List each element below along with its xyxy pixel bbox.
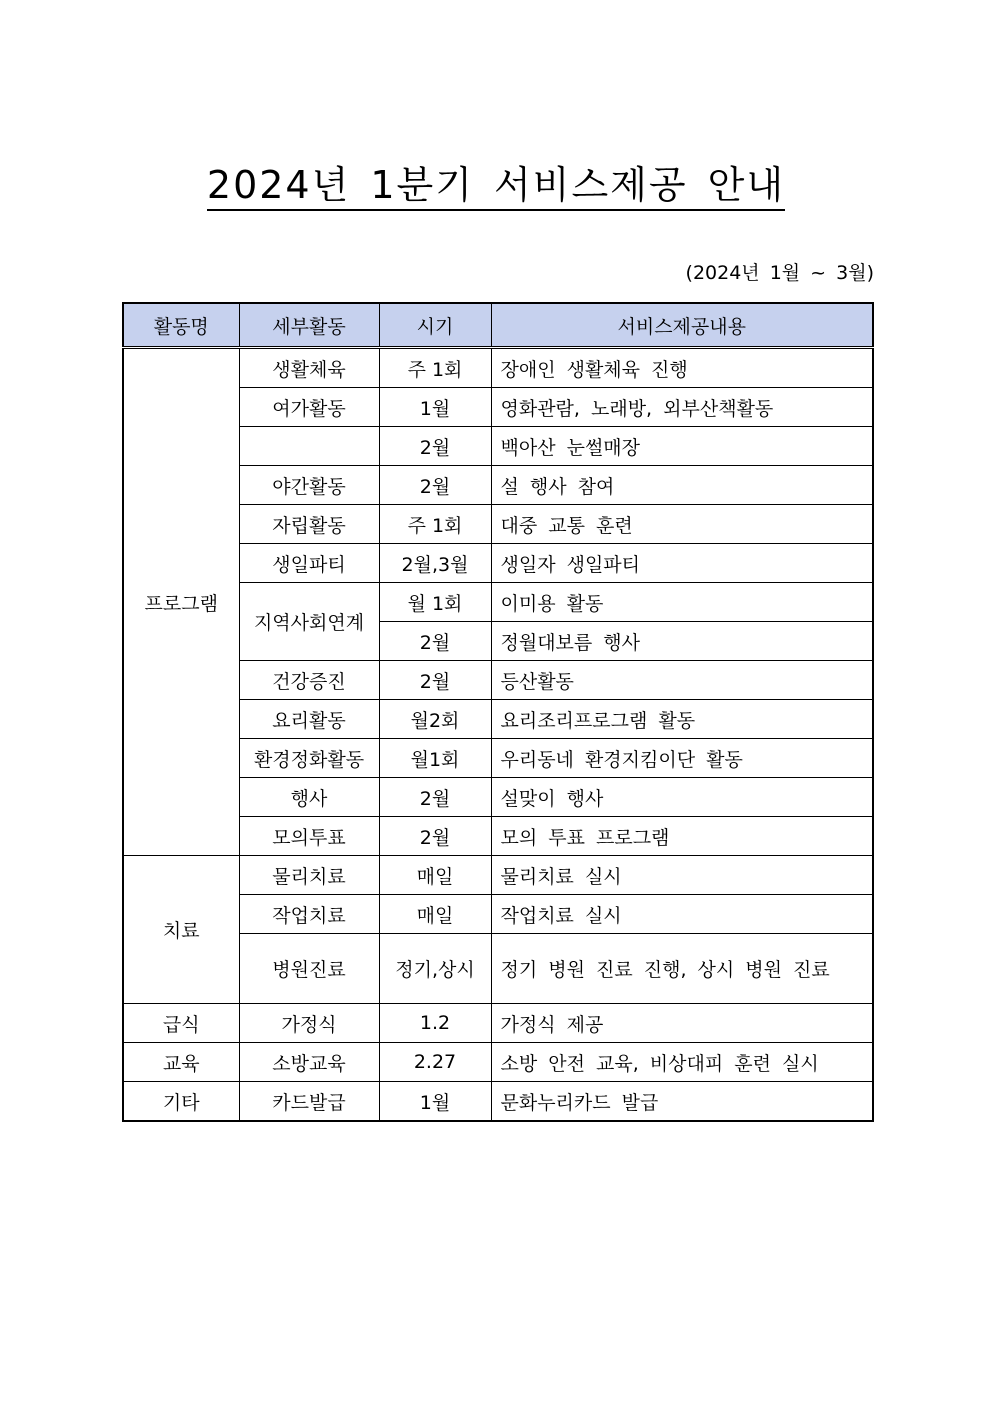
cell-detail: 생활체육: [239, 348, 379, 388]
cell-timing: 정기,상시: [379, 934, 491, 1004]
cell-detail: 야간활동: [239, 466, 379, 505]
cell-content: 대중 교통 훈련: [491, 505, 873, 544]
header-detail: 세부활동: [239, 303, 379, 348]
table-row: [123, 1082, 873, 1122]
period-label: (2024년 1월 ~ 3월): [685, 262, 874, 284]
cell-timing: 2월: [379, 817, 491, 856]
cell-detail: 여가활동: [239, 388, 379, 427]
cell-content: 이미용 활동: [491, 583, 873, 622]
cell-content: 정기 병원 진료 진행, 상시 병원 진료: [491, 934, 873, 1004]
document-title: [0, 160, 992, 211]
cell-timing: 주 1회: [379, 348, 491, 388]
cell-detail: 행사: [239, 778, 379, 817]
document-title-text: 2024년 1분기 서비스제공 안내: [207, 163, 785, 211]
cell-timing: 1.2: [379, 1004, 491, 1043]
cell-detail: 지역사회연계: [239, 583, 379, 661]
cell-timing: 1월: [379, 1082, 491, 1122]
table-header-row: [123, 303, 873, 348]
cell-content: 등산활동: [491, 661, 873, 700]
cell-detail: 병원진료: [239, 934, 379, 1004]
cell-timing: 2월: [379, 622, 491, 661]
cell-timing: 매일: [379, 895, 491, 934]
cell-detail: 카드발급: [239, 1082, 379, 1122]
group-meal: 급식: [123, 1004, 239, 1043]
cell-content: 모의 투표 프로그램: [491, 817, 873, 856]
cell-timing: 주 1회: [379, 505, 491, 544]
group-education: 교육: [123, 1043, 239, 1082]
header-activity: 활동명: [123, 303, 239, 348]
header-timing: 시기: [379, 303, 491, 348]
cell-detail: 작업치료: [239, 895, 379, 934]
cell-detail: 건강증진: [239, 661, 379, 700]
cell-content: 생일자 생일파티: [491, 544, 873, 583]
cell-detail: 소방교육: [239, 1043, 379, 1082]
cell-detail: 자립활동: [239, 505, 379, 544]
cell-timing: 1월: [379, 388, 491, 427]
cell-timing: 2월: [379, 427, 491, 466]
table-row: [123, 1004, 873, 1043]
cell-content: 영화관람, 노래방, 외부산책활동: [491, 388, 873, 427]
cell-content: 물리치료 실시: [491, 856, 873, 895]
service-table: [122, 302, 874, 1122]
cell-content: 가정식 제공: [491, 1004, 873, 1043]
cell-timing: 월2회: [379, 700, 491, 739]
cell-detail: 생일파티: [239, 544, 379, 583]
table-row: [123, 856, 873, 895]
cell-detail: [239, 427, 379, 466]
cell-timing: 2.27: [379, 1043, 491, 1082]
cell-timing: 2월: [379, 778, 491, 817]
cell-detail: 물리치료: [239, 856, 379, 895]
cell-timing: 2월,3월: [379, 544, 491, 583]
cell-detail: 환경정화활동: [239, 739, 379, 778]
cell-content: 문화누리카드 발급: [491, 1082, 873, 1122]
cell-detail: 요리활동: [239, 700, 379, 739]
cell-timing: 매일: [379, 856, 491, 895]
cell-content: 요리조리프로그램 활동: [491, 700, 873, 739]
cell-content: 백아산 눈썰매장: [491, 427, 873, 466]
header-content: 서비스제공내용: [491, 303, 873, 348]
cell-content: 소방 안전 교육, 비상대피 훈련 실시: [491, 1043, 873, 1082]
cell-timing: 2월: [379, 661, 491, 700]
cell-content: 설 행사 참여: [491, 466, 873, 505]
group-program: 프로그램: [123, 348, 239, 856]
cell-content: 작업치료 실시: [491, 895, 873, 934]
cell-content: 우리동네 환경지킴이단 활동: [491, 739, 873, 778]
cell-timing: 월1회: [379, 739, 491, 778]
cell-timing: 월 1회: [379, 583, 491, 622]
cell-content: 정월대보름 행사: [491, 622, 873, 661]
table-row: [123, 348, 873, 388]
group-therapy: 치료: [123, 856, 239, 1004]
cell-content: 장애인 생활체육 진행: [491, 348, 873, 388]
cell-timing: 2월: [379, 466, 491, 505]
cell-content: 설맞이 행사: [491, 778, 873, 817]
table-row: [123, 1043, 873, 1082]
cell-detail: 모의투표: [239, 817, 379, 856]
cell-detail: 가정식: [239, 1004, 379, 1043]
group-other: 기타: [123, 1082, 239, 1122]
